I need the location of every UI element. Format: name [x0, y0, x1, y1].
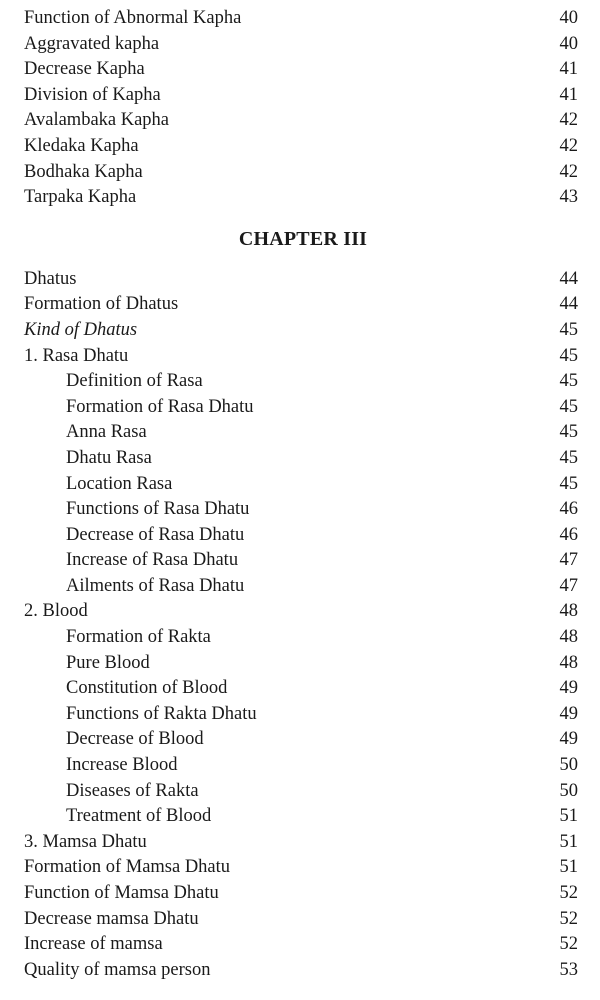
toc-entry-title: Definition of Rasa — [66, 371, 203, 392]
toc-entry-title: Function of Mamsa Dhatu — [24, 883, 219, 903]
toc-entry-page: 51 — [559, 806, 578, 827]
toc-subentry — [0, 753, 600, 779]
toc-entry — [0, 160, 600, 186]
chapter-heading: CHAPTER III — [238, 227, 368, 250]
toc-entry-title: Decrease of Blood — [66, 729, 204, 750]
toc-entry-page: 42 — [559, 135, 578, 156]
toc-entry — [0, 108, 600, 134]
toc-entry — [0, 6, 600, 32]
toc-entry-page: 49 — [559, 729, 578, 750]
toc-entry-title: Avalambaka Kapha — [24, 110, 170, 131]
toc-entry-title: Aggravated kapha — [24, 33, 160, 54]
toc-entry-title: Anna Rasa — [66, 422, 147, 443]
toc-subentry — [0, 497, 600, 523]
toc-subentry — [0, 676, 600, 702]
toc-entry-title: Function of Abnormal Kapha — [24, 8, 242, 28]
toc-list-chapter-3 — [0, 267, 600, 984]
toc-entry-page: 44 — [559, 294, 578, 315]
toc-page — [0, 6, 600, 983]
toc-entry-page: 47 — [559, 550, 578, 571]
toc-entry — [0, 134, 600, 160]
toc-entry-title: Treatment of Blood — [66, 806, 212, 827]
toc-subentry — [0, 369, 600, 395]
toc-entry-title: 3. Mamsa Dhatu — [24, 831, 147, 852]
toc-subentry — [0, 574, 600, 600]
toc-entry — [0, 318, 600, 344]
toc-entry-title: Dhatu Rasa — [66, 447, 152, 468]
toc-entry-title: Formation of Mamsa Dhatu — [24, 857, 231, 878]
toc-entry-page: 40 — [559, 33, 578, 54]
toc-entry — [0, 932, 600, 958]
toc-subentry — [0, 702, 600, 728]
toc-entry-page: 52 — [559, 934, 578, 955]
toc-entry-page: 48 — [559, 601, 578, 622]
toc-entry-page: 45 — [559, 422, 578, 443]
toc-entry-title: Division of Kapha — [24, 84, 161, 105]
toc-entry-page: 48 — [559, 627, 578, 648]
toc-entry — [0, 830, 600, 856]
toc-entry-title: 1. Rasa Dhatu — [24, 345, 129, 366]
toc-entry — [0, 185, 600, 211]
toc-entry-page: 45 — [559, 371, 578, 392]
toc-entry-page: 49 — [559, 678, 578, 699]
toc-entry-title: Increase of mamsa — [24, 934, 163, 955]
toc-entry-title: Functions of Rakta Dhatu — [66, 703, 257, 724]
toc-entry-page: 48 — [559, 652, 578, 673]
toc-entry — [0, 57, 600, 83]
toc-list-previous-chapter — [0, 6, 600, 211]
toc-entry-page: 41 — [559, 59, 578, 80]
toc-entry-page: 53 — [559, 959, 578, 980]
toc-entry-title: Formation of Rakta — [66, 627, 211, 648]
toc-entry-page: 52 — [559, 908, 578, 929]
toc-entry-page: 44 — [559, 268, 578, 289]
toc-entry — [0, 599, 600, 625]
toc-entry-page: 45 — [559, 447, 578, 468]
toc-entry-title: Decrease of Rasa Dhatu — [66, 524, 245, 545]
toc-entry-page: 42 — [559, 161, 578, 182]
toc-entry-title: Bodhaka Kapha — [24, 161, 143, 182]
toc-entry-title: 2. Blood — [24, 601, 88, 622]
toc-entry — [0, 855, 600, 881]
toc-entry — [0, 83, 600, 109]
toc-entry-title: Formation of Dhatus — [24, 294, 179, 315]
toc-entry-page: 45 — [559, 473, 578, 494]
toc-entry-page: 41 — [559, 84, 578, 105]
toc-subentry — [0, 420, 600, 446]
toc-entry-page: 45 — [559, 319, 578, 340]
toc-subentry — [0, 804, 600, 830]
toc-entry — [0, 344, 600, 370]
toc-entry-title: Pure Blood — [66, 652, 150, 673]
toc-entry-title: Decrease mamsa Dhatu — [24, 908, 199, 929]
toc-entry-title: Increase Blood — [66, 755, 178, 776]
toc-entry-title: Functions of Rasa Dhatu — [66, 499, 250, 520]
toc-entry-title: Formation of Rasa Dhatu — [66, 396, 254, 417]
toc-entry-page: 45 — [559, 396, 578, 417]
toc-entry-title: Diseases of Rakta — [66, 780, 199, 801]
toc-entry — [0, 881, 600, 907]
toc-entry-title: Tarpaka Kapha — [24, 187, 137, 208]
toc-entry-page: 49 — [559, 703, 578, 724]
toc-subentry — [0, 651, 600, 677]
toc-entry-page: 45 — [559, 345, 578, 366]
toc-subentry — [0, 446, 600, 472]
toc-entry-title: Increase of Rasa Dhatu — [66, 550, 239, 571]
toc-subentry — [0, 779, 600, 805]
toc-entry — [0, 907, 600, 933]
toc-subentry — [0, 523, 600, 549]
toc-entry-page: 47 — [559, 575, 578, 596]
toc-entry-title: Kledaka Kapha — [24, 135, 139, 156]
toc-entry-page: 51 — [559, 831, 578, 852]
toc-subentry — [0, 395, 600, 421]
toc-entry-page: 42 — [559, 110, 578, 131]
toc-entry-page: 51 — [559, 857, 578, 878]
toc-subentry — [0, 625, 600, 651]
toc-entry-title: Quality of mamsa person — [24, 959, 211, 980]
toc-entry-page: 52 — [559, 883, 578, 903]
toc-entry-title: Constitution of Blood — [66, 678, 228, 699]
toc-subentry — [0, 727, 600, 753]
toc-entry-title: Ailments of Rasa Dhatu — [66, 575, 245, 596]
toc-entry-title: Dhatus — [24, 268, 77, 289]
toc-entry-title: Decrease Kapha — [24, 59, 145, 80]
toc-entry — [0, 292, 600, 318]
toc-entry-title: Location Rasa — [66, 473, 173, 494]
toc-entry-page: 50 — [559, 780, 578, 801]
toc-entry-page: 46 — [559, 524, 578, 545]
toc-entry-page: 50 — [559, 755, 578, 776]
toc-entry — [0, 32, 600, 58]
toc-entry-title: Kind of Dhatus — [24, 319, 138, 340]
toc-entry — [0, 958, 600, 984]
toc-entry — [0, 267, 600, 293]
toc-entry-page: 46 — [559, 499, 578, 520]
toc-subentry — [0, 548, 600, 574]
toc-subentry — [0, 472, 600, 498]
toc-entry-page: 40 — [559, 8, 578, 28]
toc-entry-page: 43 — [559, 187, 578, 208]
